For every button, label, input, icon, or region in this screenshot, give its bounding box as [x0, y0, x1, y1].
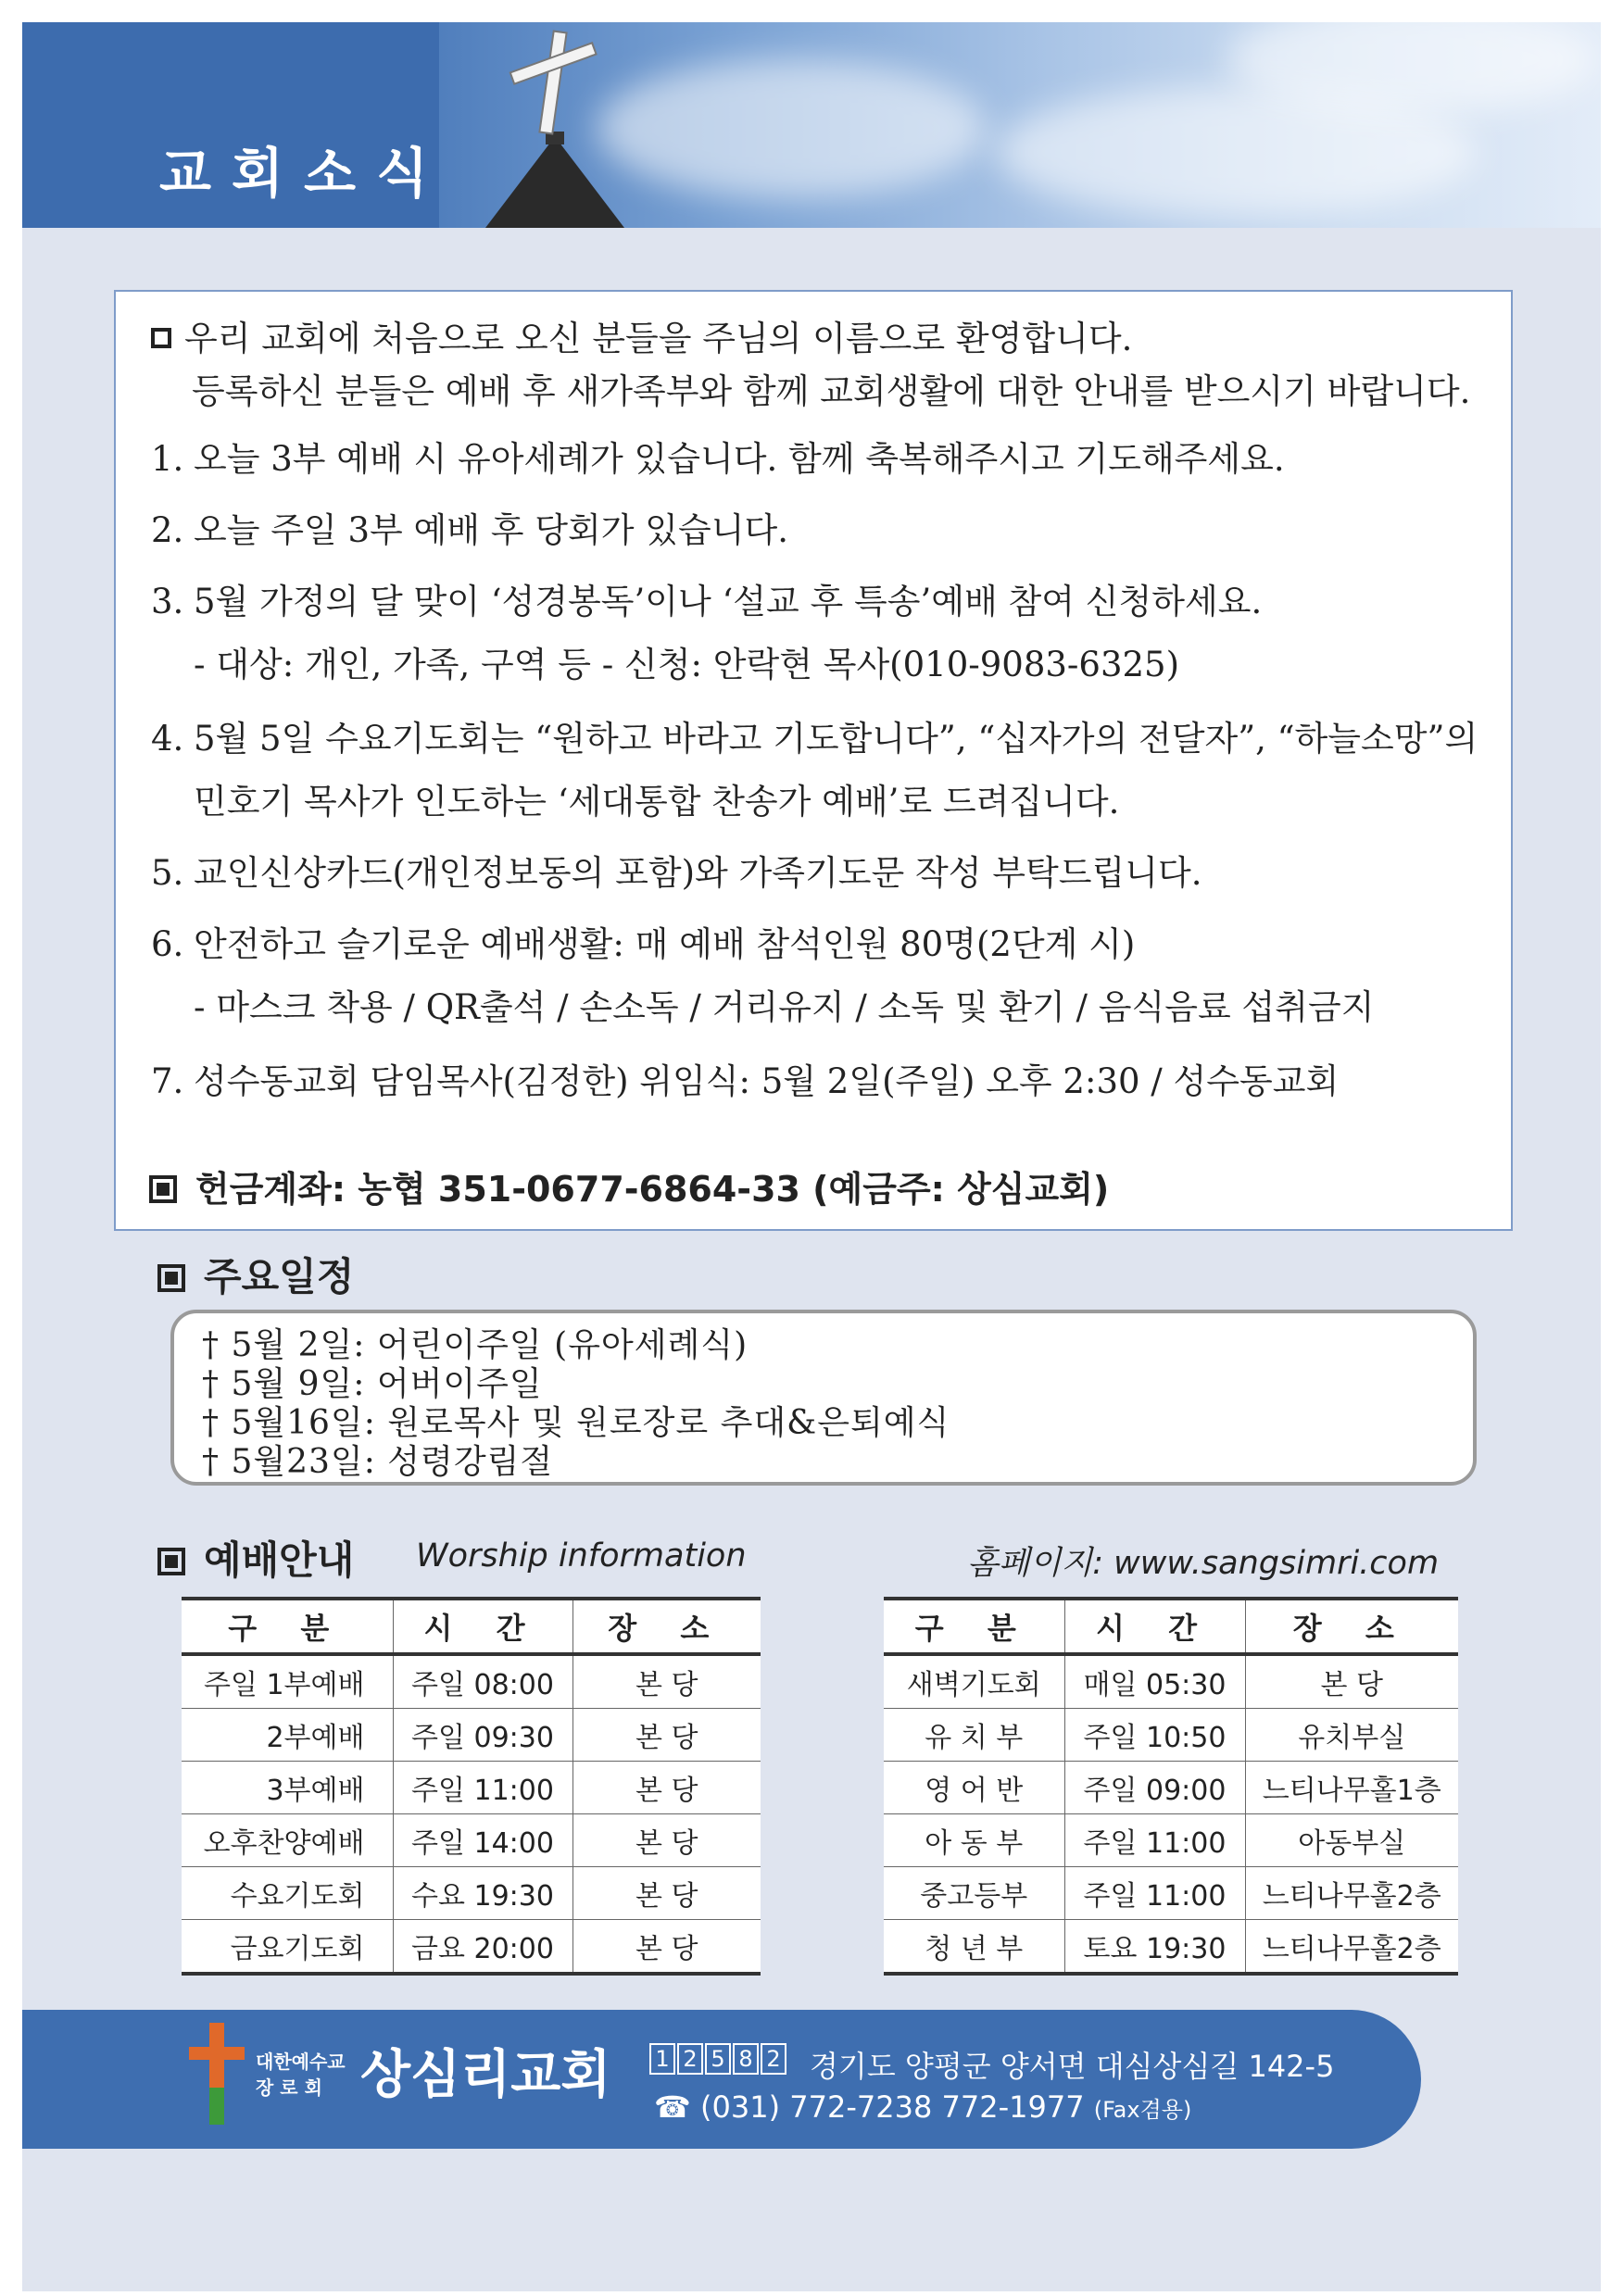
zip-digit: 2	[677, 2043, 703, 2075]
denomination-line-1: 대한예수교	[256, 2051, 346, 2073]
item-number: 4.	[151, 719, 184, 759]
table-row: 유 치 부 주일 10:50 유치부실	[884, 1709, 1458, 1762]
schedule-box	[170, 1310, 1477, 1486]
item-text: 5월 5일 수요기도회는 “원하고 바라고 기도합니다”, “십자가의 전달자”, “하늘소망”의	[194, 719, 1478, 759]
notice-subline: - 마스크 착용 / QR출석 / 손소독 / 거리유지 / 소독 및 환기 / 음식음료 섭취금지	[194, 987, 1375, 1027]
zip-digit: 2	[761, 2043, 786, 2075]
checkbox-square-icon	[151, 328, 171, 348]
item-number: 3.	[151, 582, 184, 621]
notice-item	[151, 916, 1135, 973]
church-phone	[654, 2089, 1191, 2125]
welcome-line-2: 등록하신 분들은 예배 후 새가족부와 함께 교회생활에 대한 안내를 받으시기 바랍니다.	[192, 371, 1471, 411]
filled-square-icon	[149, 1175, 177, 1203]
worship-title: 예배안내	[204, 1537, 355, 1583]
offering-account-text: 헌금계좌: 농협 351-0677-6864-33 (예금주: 상심교회)	[195, 1169, 1110, 1210]
schedule-item: † 5월23일: 성령강림절	[202, 1443, 554, 1481]
table-row: 영 어 반 주일 09:00 느티나무홀1층	[884, 1762, 1458, 1814]
notice-subline: - 대상: 개인, 가족, 구역 등 - 신청: 안락현 목사(010-9083-6325)	[194, 645, 1179, 684]
item-number: 5.	[151, 853, 184, 893]
notice-item	[151, 573, 1262, 631]
table-row: 3부예배 주일 11:00 본 당	[182, 1762, 761, 1814]
phone-icon: ☎	[654, 2089, 691, 2125]
worship-table-right	[884, 1597, 1458, 1976]
item-number: 2.	[151, 510, 184, 550]
welcome-line-1: 우리 교회에 처음으로 오신 분들을 주님의 이름으로 환영합니다.	[184, 319, 1133, 358]
column-header: 시 간	[393, 1599, 572, 1654]
table-row: 수요기도회 수요 19:30 본 당	[182, 1867, 761, 1920]
item-text: 5월 가정의 달 맞이 ‘성경봉독’이나 ‘설교 후 특송’예배 참여 신청하세요.	[194, 582, 1263, 621]
church-name: 상심리교회	[360, 2045, 611, 2105]
item-text: 오늘 주일 3부 예배 후 당회가 있습니다.	[194, 510, 788, 550]
table-row: 아 동 부 주일 11:00 아동부실	[884, 1814, 1458, 1867]
zip-digit: 5	[705, 2043, 731, 2075]
schedule-title: 주요일정	[204, 1254, 355, 1299]
denomination-line-2: 장 로 회	[256, 2076, 322, 2099]
item-number: 1.	[151, 439, 184, 479]
table-row: 오후찬양예배 주일 14:00 본 당	[182, 1814, 761, 1867]
item-text: 오늘 3부 예배 시 유아세례가 있습니다. 함께 축복해주시고 기도해주세요.	[194, 439, 1285, 479]
notice-item	[151, 845, 1202, 902]
schedule-item: † 5월 2일: 어린이주일 (유아세례식)	[202, 1326, 749, 1364]
table-row: 청 년 부 토요 19:30 느티나무홀2층	[884, 1920, 1458, 1975]
schedule-item: † 5월 9일: 어버이주일	[202, 1365, 543, 1403]
column-header: 장 소	[572, 1599, 761, 1654]
phone-numbers: (031) 772-7238 772-1977	[700, 2089, 1085, 2125]
church-cross-icon	[189, 2023, 245, 2125]
table-row: 새벽기도회 매일 05:30 본 당	[884, 1654, 1458, 1709]
worship-table-left	[182, 1597, 761, 1976]
offering-account	[149, 1161, 1109, 1211]
table-row: 중고등부 주일 11:00 느티나무홀2층	[884, 1867, 1458, 1920]
worship-subtitle: Worship information	[416, 1537, 747, 1575]
zip-digit: 1	[649, 2043, 675, 2075]
column-header: 장 소	[1245, 1599, 1458, 1654]
welcome-message	[151, 312, 1470, 418]
table-row: 금요기도회 금요 20:00 본 당	[182, 1920, 761, 1975]
zip-digit: 8	[733, 2043, 759, 2075]
notice-item	[151, 710, 1478, 768]
denomination	[256, 2049, 346, 2101]
schedule-item: † 5월16일: 원로목사 및 원로장로 추대&은퇴예식	[202, 1404, 950, 1442]
column-header: 구 분	[182, 1599, 393, 1654]
steeple-cross-icon	[467, 22, 652, 228]
item-text: 교인신상카드(개인정보동의 포함)와 가족기도문 작성 부탁드립니다.	[194, 853, 1202, 893]
filled-square-icon	[157, 1548, 185, 1575]
item-number: 7.	[151, 1061, 184, 1101]
footer-banner	[115, 2010, 1421, 2149]
page	[22, 22, 1601, 2291]
header-banner	[22, 22, 1601, 228]
item-text: 성수동교회 담임목사(김정한) 위임식: 5월 2일(주일) 오후 2:30 / 성수동교회	[194, 1061, 1340, 1101]
item-text: 안전하고 슬기로운 예배생활: 매 예배 참석인원 80명(2단계 시)	[194, 924, 1136, 964]
church-address: 경기도 양평군 양서면 대심상심길 142-5	[810, 2049, 1335, 2084]
table-row: 2부예배 주일 09:30 본 당	[182, 1709, 761, 1762]
notice-item	[151, 1053, 1339, 1110]
notice-item	[151, 502, 788, 559]
column-header: 시 간	[1064, 1599, 1245, 1654]
worship-heading	[157, 1530, 354, 1586]
filled-square-icon	[157, 1264, 185, 1292]
schedule-heading	[157, 1247, 354, 1302]
notice-item	[151, 431, 1285, 488]
column-header: 구 분	[884, 1599, 1064, 1654]
zip-code	[649, 2043, 788, 2075]
item-number: 6.	[151, 924, 184, 964]
notice-subline: 민호기 목사가 인도하는 ‘세대통합 찬송가 예배’로 드려집니다.	[194, 782, 1120, 822]
page-title: 교회소식	[159, 142, 449, 205]
table-row: 주일 1부예배 주일 08:00 본 당	[182, 1654, 761, 1709]
announcement-box	[114, 290, 1513, 1231]
cloud-decoration	[597, 59, 986, 198]
homepage-link[interactable]: 홈페이지: www.sangsimri.com	[967, 1545, 1440, 1582]
fax-note: (Fax겸용)	[1093, 2097, 1192, 2123]
